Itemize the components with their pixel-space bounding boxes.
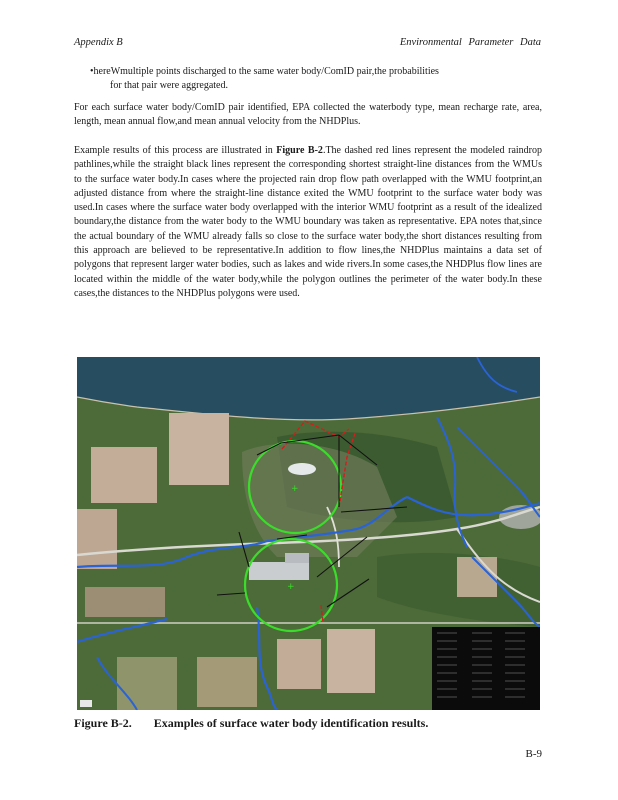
pond <box>288 463 316 475</box>
bullet-line-1: •hereWmultiple points discharged to the same water body/ComID pair,the probabilities <box>90 66 439 77</box>
field <box>91 447 157 503</box>
building-roof <box>249 562 309 580</box>
field <box>327 629 375 693</box>
field <box>117 657 177 710</box>
paragraph-text-rest: .The dashed red lines represent the modeled raindrop pathlines,while the straight black lines represent the corresponding shortest straight-line distances from the WMUs to the surface water body.In cases where the projected rain drop flow path overlapped with the WMU footprint,an adjusted distance from where the straight-line distance exited the WMU footprint to the surface water body was used.In cases where the surface water body overlapped with the interior WMU footprint as a result of the idealized boundary,the distance from the water body to the WMU boundary was taken as representative. EPA notes that,since the actual boundary of the WMU already falls so close to the surface water body,the short distances resulting from this approach are believed to be representative.In addition to flow lines,the NHDPlus maintains a data set of polygons that represent larger water bodies, such as lakes and wide rivers.In some cases,the NHDPlus flow lines are located within the middle of the water body,while the polygon outlines the perimeter of the water body.In these cases,the distances to the NHDPlus polygons were used. <box>74 145 542 299</box>
running-header-right: Environmental Parameter Data <box>399 37 541 48</box>
figure-caption-text: Examples of surface water body identification results. <box>153 716 429 730</box>
bullet-item <box>90 65 502 94</box>
field <box>197 657 257 707</box>
map-scale-logo <box>80 700 92 707</box>
bullet-line-2: for that pair were aggregated. <box>110 80 228 92</box>
wmu-center-marker: + <box>287 582 295 592</box>
figure-number: Figure B-2. <box>74 716 132 730</box>
figure-caption <box>74 716 428 731</box>
running-header-left: Appendix B <box>74 37 123 48</box>
wmu-center-marker: + <box>291 484 299 494</box>
field <box>277 639 321 689</box>
building-roof <box>285 553 309 563</box>
aerial-map <box>77 357 540 710</box>
field <box>169 413 229 485</box>
page-number: B-9 <box>525 748 542 760</box>
paragraph-text-start: Example results of this process are illustrated in <box>74 145 277 156</box>
paragraph-example-results <box>74 144 542 301</box>
aerial-map-figure <box>77 357 540 710</box>
field <box>77 509 117 569</box>
field <box>85 587 165 617</box>
figure-reference: Figure B-2 <box>276 145 323 156</box>
paragraph-data-collected: For each surface water body/ComID pair identified, EPA collected the waterbody type, mean recharge rate, area, length, mean annual flow,and mean annual velocity from the NHDPlus. <box>74 102 542 128</box>
map-legend-box <box>432 627 540 710</box>
